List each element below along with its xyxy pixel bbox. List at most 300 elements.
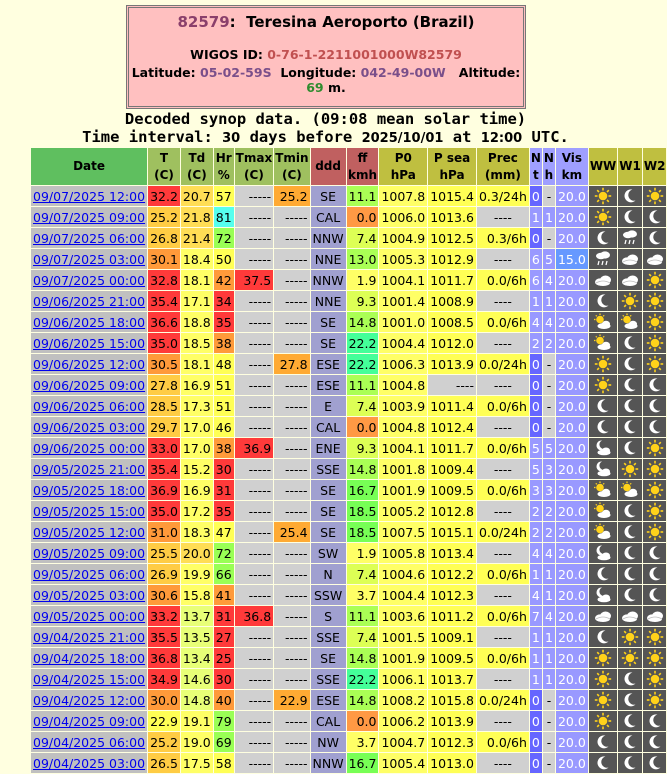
sun-icon	[643, 649, 667, 667]
date-text: 09/06/2025	[33, 293, 106, 309]
date-text: 09/07/2025	[33, 251, 106, 267]
n-cell: 5	[530, 459, 542, 479]
w1-cell	[618, 333, 642, 353]
ff-cell: 14.8	[347, 312, 379, 332]
hr-cell: 38	[214, 438, 234, 458]
date-text: 09/04/2025	[33, 692, 106, 708]
moon-icon	[643, 208, 667, 226]
w2-cell	[643, 648, 667, 668]
hr-cell: 48	[214, 354, 234, 374]
table-row	[31, 333, 666, 353]
date-cell	[31, 438, 147, 458]
moon-icon	[643, 586, 667, 604]
prec-cell: 0.0/6h	[477, 438, 529, 458]
vis-cell: 15.0	[556, 249, 588, 269]
vis-cell: 20.0	[556, 501, 588, 521]
ff-cell: 13.0	[347, 249, 379, 269]
date-link[interactable]	[33, 315, 145, 330]
date-text: 09/04/2025	[33, 671, 106, 687]
nh-cell: 1	[543, 564, 555, 584]
col-header-psea-top: P sea	[433, 150, 471, 165]
ff-cell: 7.4	[347, 627, 379, 647]
w2-cell	[643, 543, 667, 563]
w1-cell	[618, 585, 642, 605]
psea-cell: 1013.6	[428, 207, 476, 227]
col-header-date-top: Date	[73, 159, 105, 173]
td-cell: 18.8	[181, 312, 213, 332]
tmin-cell: -----	[274, 417, 309, 437]
ff-cell: 7.4	[347, 564, 379, 584]
nh-cell: 4	[543, 606, 555, 626]
date-text: 09/05/2025	[33, 566, 106, 582]
tmax-cell: -----	[235, 249, 274, 269]
prec-cell: ----	[477, 711, 529, 731]
date-cell	[31, 249, 147, 269]
table-row	[31, 585, 666, 605]
moon-icon	[618, 733, 642, 751]
moon-icon	[618, 418, 642, 436]
nh-cell: -	[543, 690, 555, 710]
date-link[interactable]	[33, 525, 145, 540]
n-cell: 0	[530, 228, 542, 248]
td-cell: 18.4	[181, 249, 213, 269]
ww-cell	[589, 585, 617, 605]
sun-icon	[643, 502, 667, 520]
cloud-icon	[618, 607, 642, 625]
moon-icon	[589, 292, 617, 310]
w1-cell	[618, 312, 642, 332]
ddd-cell: SE	[311, 648, 346, 668]
col-header-ff-top: ff	[357, 150, 368, 165]
n-cell: 0	[530, 396, 542, 416]
col-header-prec-bottom: (mm)	[484, 167, 521, 182]
ddd-cell: NW	[311, 732, 346, 752]
date-link[interactable]	[33, 504, 145, 519]
td-cell: 14.6	[181, 669, 213, 689]
prec-cell: 0.0/6h	[477, 564, 529, 584]
prec-cell: 0.0/6h	[477, 396, 529, 416]
ww-cell	[589, 228, 617, 248]
tmin-cell: -----	[274, 396, 309, 416]
w1-cell	[618, 354, 642, 374]
hr-cell: 81	[214, 207, 234, 227]
vis-cell: 20.0	[556, 228, 588, 248]
date-text: 09/07/2025	[33, 230, 106, 246]
w1-cell	[618, 396, 642, 416]
psea-cell: ----	[428, 375, 476, 395]
date-link[interactable]	[33, 252, 145, 267]
psea-cell: 1012.2	[428, 564, 476, 584]
date-link[interactable]	[33, 672, 145, 687]
date-link[interactable]	[33, 189, 145, 204]
moon-icon	[618, 544, 642, 562]
date-link[interactable]	[33, 441, 145, 456]
n-cell: 0	[530, 690, 542, 710]
td-cell: 20.7	[181, 186, 213, 206]
nh-cell: -	[543, 186, 555, 206]
nh-cell: 1	[543, 207, 555, 227]
psea-cell: 1009.5	[428, 480, 476, 500]
date-link[interactable]	[33, 210, 145, 225]
hr-cell: 57	[214, 186, 234, 206]
col-header-w2	[643, 148, 667, 185]
psea-cell: 1012.4	[428, 417, 476, 437]
sun-icon	[618, 292, 642, 310]
td-cell: 17.5	[181, 753, 213, 773]
ddd-cell: N	[311, 564, 346, 584]
n-cell: 2	[530, 501, 542, 521]
table-row	[31, 501, 666, 521]
psea-cell: 1013.0	[428, 753, 476, 773]
w1-cell	[618, 522, 642, 542]
wigos-line	[129, 47, 523, 62]
t-cell: 30.0	[148, 690, 180, 710]
table-row	[31, 480, 666, 500]
hr-cell: 79	[214, 711, 234, 731]
ff-cell: 0.0	[347, 711, 379, 731]
moon-icon	[618, 502, 642, 520]
date-cell	[31, 207, 147, 227]
station-info-box	[126, 5, 526, 109]
p0-cell: 1005.2	[379, 501, 427, 521]
moon-icon	[618, 712, 642, 730]
ddd-cell: NNW	[311, 753, 346, 773]
w2-cell	[643, 690, 667, 710]
table-row	[31, 186, 666, 206]
prec-cell: ----	[477, 291, 529, 311]
w2-cell	[643, 270, 667, 290]
ww-cell	[589, 606, 617, 626]
ddd-cell: SE	[311, 522, 346, 542]
date-text: 09/05/2025	[33, 587, 106, 603]
vis-cell: 20.0	[556, 270, 588, 290]
tmax-cell: -----	[235, 501, 274, 521]
t-cell: 36.6	[148, 312, 180, 332]
tmin-cell: -----	[274, 585, 309, 605]
p0-cell: 1005.3	[379, 249, 427, 269]
sun-icon	[589, 208, 617, 226]
vis-cell: 20.0	[556, 480, 588, 500]
w2-cell	[643, 417, 667, 437]
w1-cell	[618, 249, 642, 269]
date-cell	[31, 312, 147, 332]
col-header-vis-bottom: km	[561, 167, 583, 182]
n-cell: 4	[530, 585, 542, 605]
psea-cell: 1013.7	[428, 669, 476, 689]
date-link[interactable]	[33, 462, 145, 477]
vis-cell: 20.0	[556, 648, 588, 668]
moon-icon	[643, 712, 667, 730]
col-header-nh-top: N	[543, 150, 554, 165]
hr-cell: 46	[214, 417, 234, 437]
ww-cell	[589, 564, 617, 584]
td-cell: 15.8	[181, 585, 213, 605]
ww-cell	[589, 522, 617, 542]
ddd-cell: CAL	[311, 417, 346, 437]
date-link[interactable]	[33, 630, 145, 645]
col-header-ff-bottom: kmh	[348, 167, 378, 182]
td-cell: 13.5	[181, 627, 213, 647]
col-header-hr	[214, 148, 234, 185]
ww-cell	[589, 753, 617, 773]
tmax-cell: -----	[235, 291, 274, 311]
date-text: 09/07/2025	[33, 188, 106, 204]
pcloud-icon	[618, 313, 642, 331]
col-header-tmin-bottom: (C)	[281, 167, 302, 182]
tmin-cell: 22.9	[274, 690, 309, 710]
psea-cell: 1008.5	[428, 312, 476, 332]
date-link[interactable]	[33, 651, 145, 666]
hr-cell: 69	[214, 732, 234, 752]
sun-icon	[643, 439, 667, 457]
sun-icon	[589, 712, 617, 730]
date-cell	[31, 648, 147, 668]
hr-cell: 50	[214, 249, 234, 269]
w2-cell	[643, 186, 667, 206]
td-cell: 17.0	[181, 417, 213, 437]
sun-icon	[643, 292, 667, 310]
time-text: 03:00	[109, 419, 146, 435]
psea-cell: 1011.2	[428, 606, 476, 626]
date-text: 09/06/2025	[33, 377, 106, 393]
tmax-cell: -----	[235, 711, 274, 731]
date-link[interactable]	[33, 735, 145, 750]
sun-icon	[589, 691, 617, 709]
col-header-psea	[428, 148, 476, 185]
date-link[interactable]	[33, 399, 145, 414]
table-row	[31, 564, 666, 584]
date-text: 09/06/2025	[33, 356, 106, 372]
sun-icon	[643, 271, 667, 289]
date-link[interactable]	[33, 693, 145, 708]
interval-days: 30	[222, 131, 241, 146]
ff-cell: 7.4	[347, 228, 379, 248]
psea-cell: 1012.0	[428, 333, 476, 353]
w1-cell	[618, 690, 642, 710]
td-cell: 18.1	[181, 354, 213, 374]
tmax-cell: -----	[235, 732, 274, 752]
hr-cell: 35	[214, 501, 234, 521]
vis-cell: 20.0	[556, 669, 588, 689]
p0-cell: 1001.0	[379, 312, 427, 332]
date-cell	[31, 501, 147, 521]
w1-cell	[618, 207, 642, 227]
nh-cell: -	[543, 354, 555, 374]
tmin-cell: -----	[274, 375, 309, 395]
table-row	[31, 732, 666, 752]
ddd-cell: NNW	[311, 228, 346, 248]
moon-icon	[589, 754, 617, 772]
time-text: 15:00	[109, 671, 146, 687]
td-cell: 16.9	[181, 480, 213, 500]
wigos-id: 0-76-1-2211001000W82579	[267, 47, 462, 62]
date-link[interactable]	[33, 588, 145, 603]
w1-cell	[618, 459, 642, 479]
w2-cell	[643, 354, 667, 374]
ww-cell	[589, 333, 617, 353]
w2-cell	[643, 459, 667, 479]
w1-cell	[618, 606, 642, 626]
moon-icon	[618, 355, 642, 373]
n-cell: 1	[530, 669, 542, 689]
time-text: 21:00	[109, 461, 146, 477]
date-cell	[31, 585, 147, 605]
psea-cell: 1012.5	[428, 228, 476, 248]
ww-cell	[589, 207, 617, 227]
p0-cell: 1004.9	[379, 228, 427, 248]
date-link[interactable]	[33, 483, 145, 498]
td-cell: 17.3	[181, 396, 213, 416]
td-cell: 17.2	[181, 501, 213, 521]
vis-cell: 20.0	[556, 186, 588, 206]
vis-cell: 20.0	[556, 438, 588, 458]
ff-cell: 18.5	[347, 522, 379, 542]
date-link[interactable]	[33, 546, 145, 561]
date-cell	[31, 522, 147, 542]
interval-days-label: days before	[249, 128, 353, 146]
moon-icon	[618, 334, 642, 352]
table-row	[31, 648, 666, 668]
hr-cell: 41	[214, 585, 234, 605]
vis-cell: 20.0	[556, 207, 588, 227]
moon-icon	[643, 229, 667, 247]
t-cell: 35.4	[148, 459, 180, 479]
col-header-p0-top: P0	[394, 150, 412, 165]
ff-cell: 0.0	[347, 207, 379, 227]
tmin-cell: 27.8	[274, 354, 309, 374]
tmax-cell: -----	[235, 480, 274, 500]
tmin-cell: -----	[274, 627, 309, 647]
cloud-icon	[618, 271, 642, 289]
tmax-cell: -----	[235, 564, 274, 584]
tmin-cell: -----	[274, 480, 309, 500]
p0-cell: 1006.2	[379, 711, 427, 731]
ff-cell: 7.4	[347, 396, 379, 416]
w2-cell	[643, 480, 667, 500]
hr-cell: 31	[214, 480, 234, 500]
date-link[interactable]	[33, 357, 145, 372]
n-cell: 6	[530, 249, 542, 269]
col-header-td	[181, 148, 213, 185]
t-cell: 36.8	[148, 648, 180, 668]
intro-line2	[0, 128, 651, 148]
date-link[interactable]	[33, 336, 145, 351]
time-text: 12:00	[109, 356, 146, 372]
ww-cell	[589, 270, 617, 290]
vis-cell: 20.0	[556, 606, 588, 626]
table-row	[31, 417, 666, 437]
date-link[interactable]	[33, 714, 145, 729]
table-body	[31, 186, 666, 773]
interval-utc: UTC.	[531, 128, 569, 146]
tmax-cell: -----	[235, 228, 274, 248]
date-link[interactable]	[33, 420, 145, 435]
t-cell: 26.8	[148, 228, 180, 248]
rain-icon	[589, 250, 617, 268]
time-text: 12:00	[109, 524, 146, 540]
date-cell	[31, 333, 147, 353]
tmin-cell: -----	[274, 312, 309, 332]
col-header-tmax-bottom: (C)	[244, 167, 264, 182]
ff-cell: 14.8	[347, 648, 379, 668]
prec-cell: ----	[477, 417, 529, 437]
date-link[interactable]	[33, 294, 145, 309]
p0-cell: 1001.4	[379, 291, 427, 311]
vis-cell: 20.0	[556, 690, 588, 710]
tmin-cell: -----	[274, 606, 309, 626]
cloud-icon	[643, 250, 667, 268]
w1-cell	[618, 564, 642, 584]
pcloud-icon	[589, 502, 617, 520]
w1-cell	[618, 627, 642, 647]
w2-cell	[643, 753, 667, 773]
sun-icon	[589, 649, 617, 667]
interval-at: at	[452, 128, 472, 146]
t-cell: 29.7	[148, 417, 180, 437]
moon-icon	[618, 754, 642, 772]
cloud-icon	[589, 607, 617, 625]
n-cell: 3	[530, 480, 542, 500]
cloud-icon	[618, 250, 642, 268]
tmin-cell: -----	[274, 438, 309, 458]
ff-cell: 14.8	[347, 459, 379, 479]
tmin-cell: -----	[274, 228, 309, 248]
intro-line1: Decoded synop data. (09:08 mean solar time)	[124, 110, 527, 128]
ff-cell: 3.7	[347, 585, 379, 605]
tmax-cell: -----	[235, 396, 274, 416]
table-row	[31, 459, 666, 479]
date-link[interactable]	[33, 273, 145, 288]
ff-cell: 11.1	[347, 186, 379, 206]
nh-cell: 4	[543, 312, 555, 332]
ff-cell: 16.7	[347, 480, 379, 500]
p0-cell: 1006.3	[379, 354, 427, 374]
table-row	[31, 690, 666, 710]
n-cell: 6	[530, 270, 542, 290]
psea-cell: 1012.8	[428, 501, 476, 521]
col-header-prec-top: Prec	[487, 150, 518, 165]
psea-cell: 1015.8	[428, 690, 476, 710]
ww-cell	[589, 480, 617, 500]
w2-cell	[643, 522, 667, 542]
p0-cell: 1004.7	[379, 732, 427, 752]
sun-icon	[643, 334, 667, 352]
ww-cell	[589, 648, 617, 668]
station-name: Teresina Aeroporto (Brazil)	[246, 13, 475, 31]
date-link[interactable]	[33, 756, 145, 771]
hr-cell: 72	[214, 228, 234, 248]
hr-cell: 34	[214, 291, 234, 311]
alt-label: Altitude:	[458, 65, 521, 80]
moon-icon	[589, 628, 617, 646]
date-cell	[31, 396, 147, 416]
moon-icon	[618, 397, 642, 415]
td-cell: 13.7	[181, 606, 213, 626]
date-link[interactable]	[33, 231, 145, 246]
alt-unit: m.	[327, 80, 346, 95]
t-cell: 25.5	[148, 543, 180, 563]
psea-cell: 1009.5	[428, 648, 476, 668]
psea-cell: 1011.4	[428, 396, 476, 416]
date-link[interactable]	[33, 567, 145, 582]
date-link[interactable]	[33, 609, 145, 624]
ddd-cell: SE	[311, 186, 346, 206]
td-cell: 17.1	[181, 291, 213, 311]
ww-cell	[589, 396, 617, 416]
t-cell: 36.9	[148, 480, 180, 500]
t-cell: 32.8	[148, 270, 180, 290]
date-link[interactable]	[33, 378, 145, 393]
